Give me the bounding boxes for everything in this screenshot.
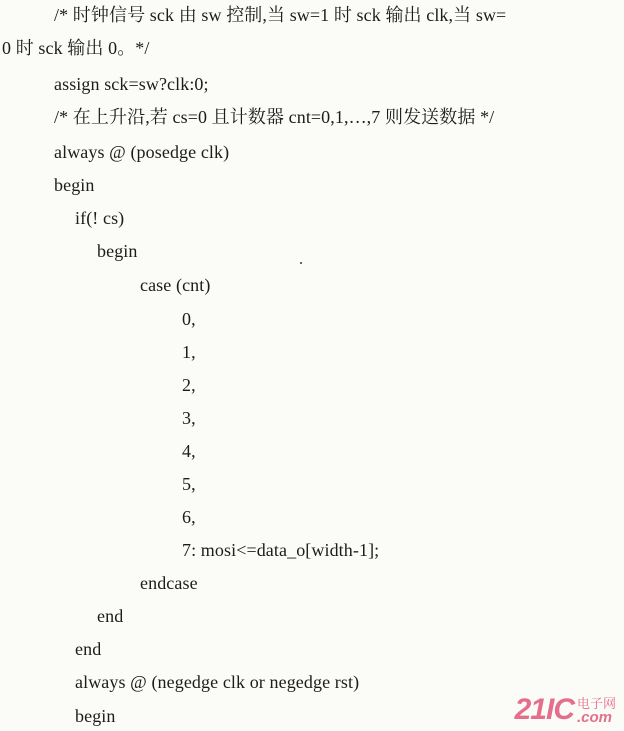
watermark-text: [577, 697, 616, 725]
assign-line: assign sck=sw?clk:0;: [54, 74, 209, 94]
case-item-0: 0,: [182, 309, 196, 329]
begin-line-2: begin: [97, 241, 138, 261]
always-negedge-line: always @ (negedge clk or negedge rst): [75, 672, 360, 692]
case-item-2: 2,: [182, 375, 196, 395]
watermark-logo: [515, 695, 616, 725]
case-item-7: 7: mosi<=data_o[width-1];: [182, 540, 380, 560]
comment-line-2: 0 时 sck 输出 0。*/: [2, 38, 150, 58]
end-line-1: end: [97, 606, 124, 626]
comment-line-1: /* 时钟信号 sck 由 sw 控制,当 sw=1 时 sck 输出 clk,当 sw=: [54, 5, 507, 25]
if-line: if(! cs): [75, 208, 125, 228]
case-item-1: 1,: [182, 342, 196, 362]
case-item-5: 5,: [182, 474, 196, 494]
case-item-3: 3,: [182, 408, 196, 428]
case-line: case (cnt): [140, 275, 211, 295]
case-item-4: 4,: [182, 441, 196, 461]
comment-line-3: /* 在上升沿,若 cs=0 且计数器 cnt=0,1,…,7 则发送数据 */: [54, 107, 495, 127]
endcase-line: endcase: [140, 573, 198, 593]
stray-dot: [300, 262, 302, 264]
watermark-domain: .com: [576, 709, 612, 726]
case-item-6: 6,: [182, 507, 196, 527]
watermark-brand: 21IC: [514, 693, 574, 726]
end-line-2: end: [75, 639, 102, 659]
begin-line-3: begin: [75, 706, 116, 726]
watermark-cn: 电子网: [576, 696, 616, 711]
always-posedge-line: always @ (posedge clk): [54, 142, 230, 162]
begin-line-1: begin: [54, 175, 95, 195]
